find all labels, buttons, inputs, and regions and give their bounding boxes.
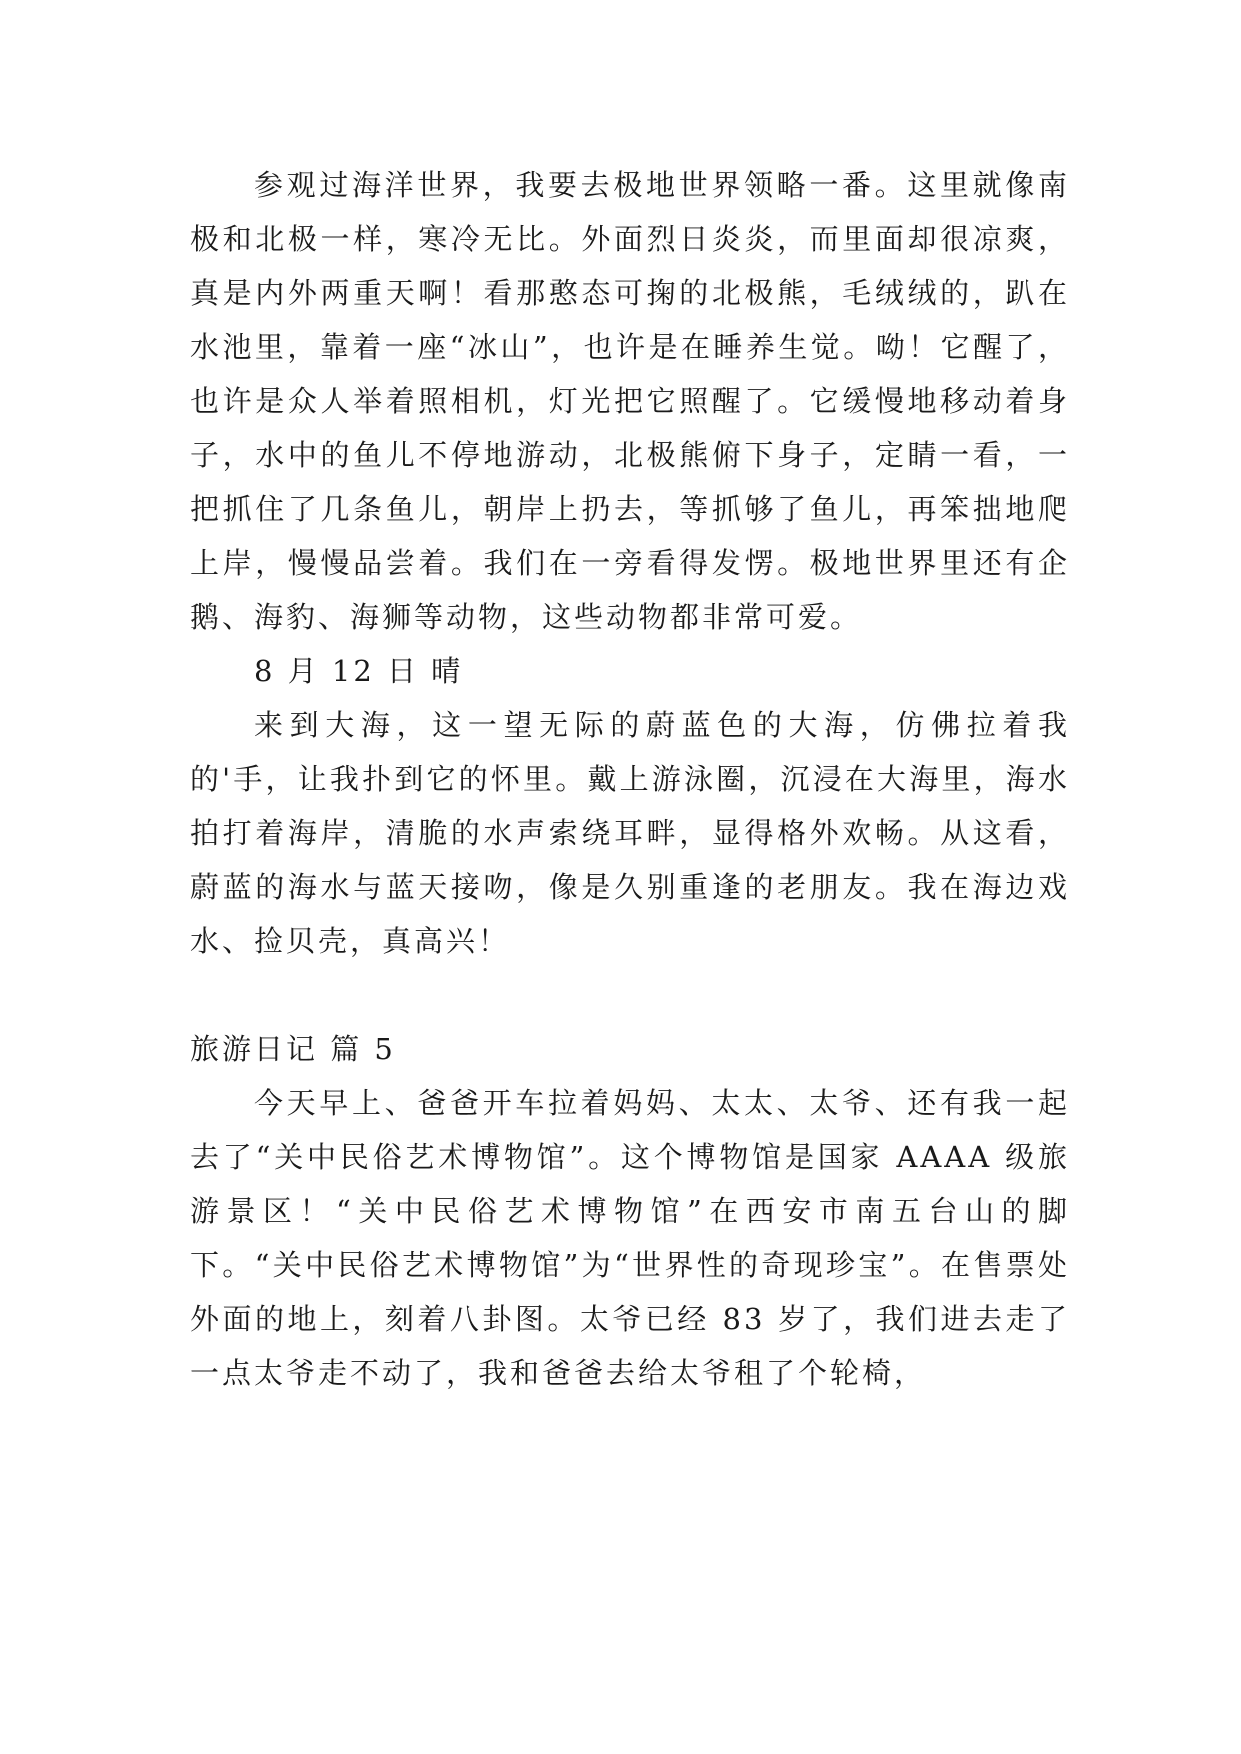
document-body xyxy=(190,158,1070,1400)
diary-date-line: 8 月 12 日 晴 xyxy=(254,654,464,688)
section-heading: 旅游日记 篇 5 xyxy=(190,1032,396,1066)
paragraph-sea: 来到大海，这一望无际的蔚蓝色的大海，仿佛拉着我的'手，让我扑到它的怀里。戴上游泳圈，沉浸在大海里，海水拍打着海岸，清脆的水声索绕耳畔，显得格外欢畅。从这看，蔚蓝的海水与蓝天接吻，像是久别重逢的老朋友。我在海边戏水、捡贝壳，真高兴！ xyxy=(190,708,1070,958)
paragraph-museum: 今天早上、爸爸开车拉着妈妈、太太、太爷、还有我一起去了“关中民俗艺术博物馆”。这个博物馆是国家 AAAA 级旅游景区！“关中民俗艺术博物馆”在西安市南五台山的脚下。“关中民俗艺术博物馆”为“世界性的奇现珍宝”。在售票处外面的地上，刻着八卦图。太爷已经 83 岁了，我们进去走了一点太爷走不动了，我和爸爸去给太爷租了个轮椅， xyxy=(190,1086,1070,1390)
paragraph-polar-world: 参观过海洋世界，我要去极地世界领略一番。这里就像南极和北极一样，寒冷无比。外面烈日炎炎，而里面却很凉爽，真是内外两重天啊！看那憨态可掬的北极熊，毛绒绒的，趴在水池里，靠着一座“冰山”，也许是在睡养生觉。呦！它醒了，也许是众人举着照相机，灯光把它照醒了。它缓慢地移动着身子，水中的鱼儿不停地游动，北极熊俯下身子，定睛一看，一把抓住了几条鱼儿，朝岸上扔去，等抓够了鱼儿，再笨拙地爬上岸，慢慢品尝着。我们在一旁看得发愣。极地世界里还有企鹅、海豹、海狮等动物，这些动物都非常可爱。 xyxy=(190,168,1070,634)
